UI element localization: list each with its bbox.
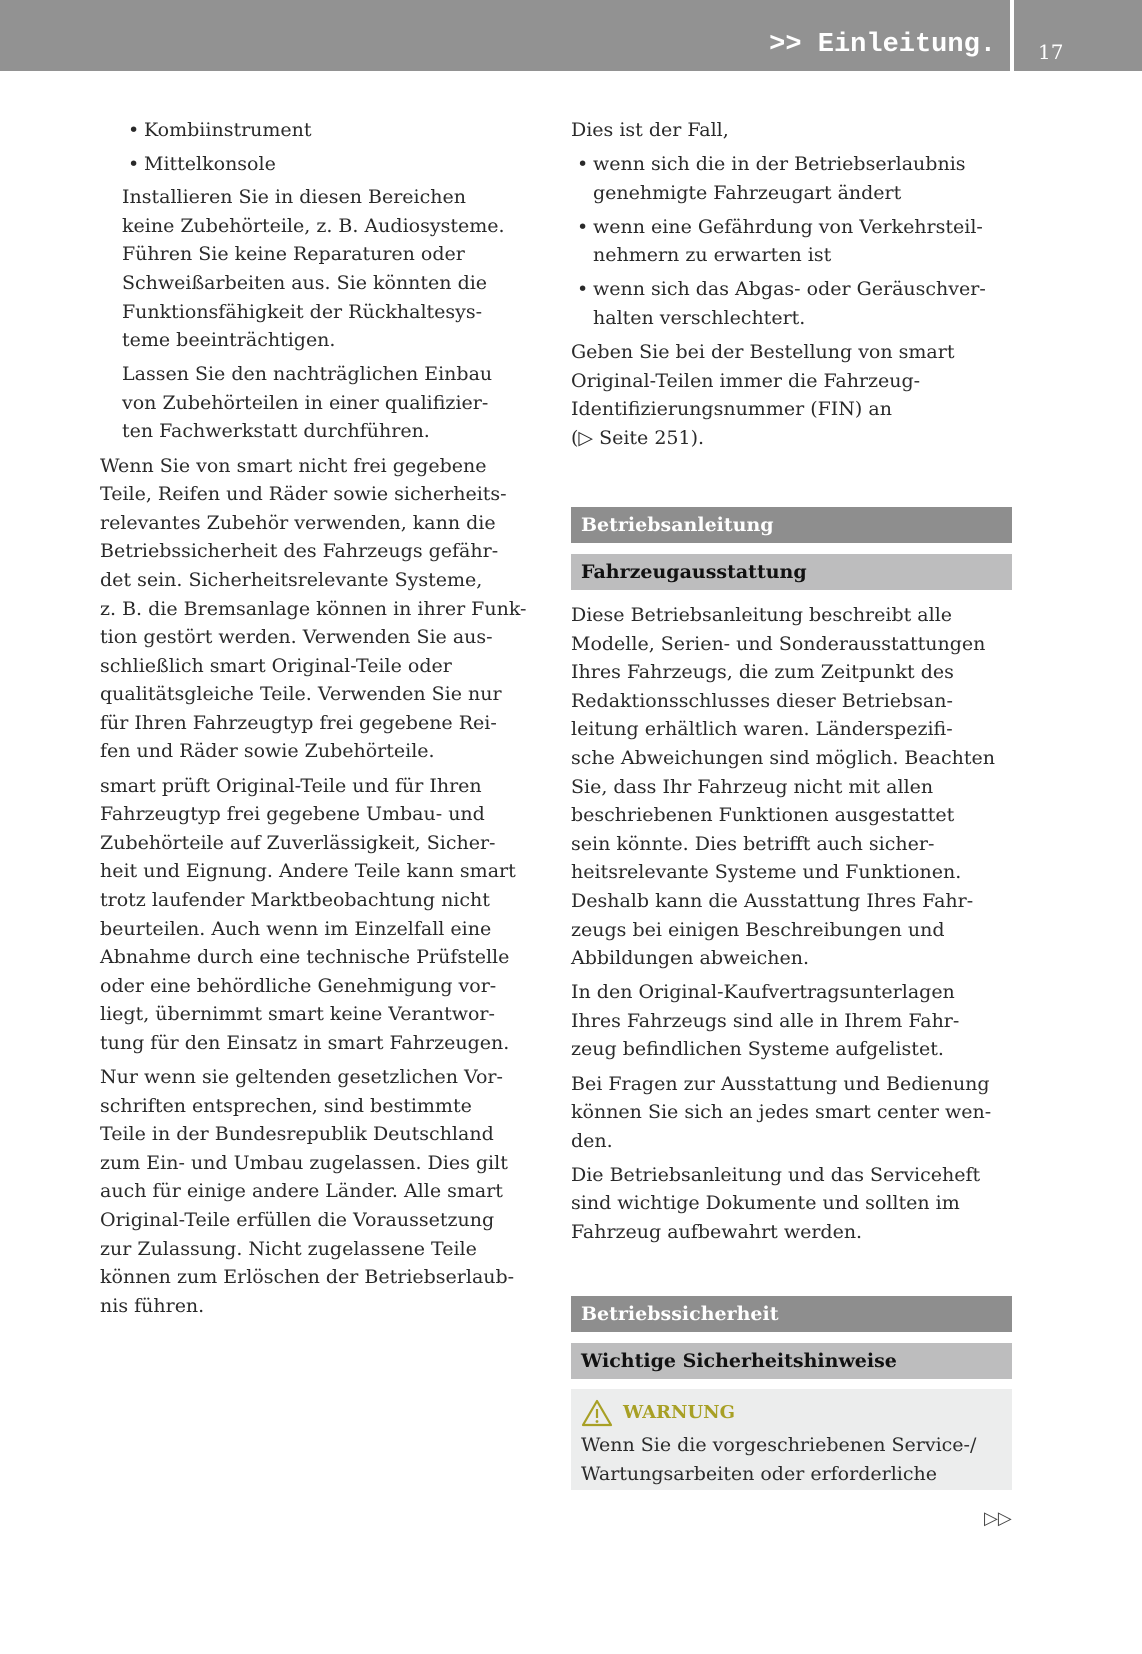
continue-icon: ▷▷: [984, 1508, 1012, 1529]
text-line: beurteilen. Auch wenn im Einzelfall eine: [100, 917, 492, 940]
text-line: relevantes Zubehör verwenden, kann die: [100, 511, 496, 534]
bullet-item: [571, 213, 1012, 270]
paragraph: [100, 183, 550, 355]
text-line: Original-Teile erfüllen die Voraussetzung: [100, 1208, 495, 1231]
bullet-item: [100, 150, 550, 179]
subsection-heading: Wichtige Sicherheitshinweise: [571, 1343, 1012, 1379]
text-line: • wenn eine Gefährdung von Verkehrsteil-: [593, 215, 983, 238]
paragraph: [571, 1161, 1012, 1247]
text-line: • Mittelkonsole: [144, 152, 276, 175]
page-number-box: [1014, 0, 1142, 71]
text-line: von Zubehörteilen in einer qualifizier-: [122, 391, 489, 414]
text-line: den.: [571, 1129, 613, 1152]
left-column: [100, 116, 550, 1326]
text-line: sein könnte. Dies betrifft auch sicher-: [571, 832, 935, 855]
text-line: Zubehörteile auf Zuverlässigkeit, Sicher-: [100, 831, 496, 854]
section-heading: Betriebssicherheit: [571, 1296, 1012, 1332]
text-line: tung für den Einsatz in smart Fahrzeugen.: [100, 1031, 510, 1054]
warning-text-line: Wartungsarbeiten oder erforderliche: [581, 1462, 937, 1485]
text-line: Fahrzeugtyp frei gegebene Umbau- und: [100, 803, 485, 826]
text-line: genehmigte Fahrzeugart ändert: [593, 181, 902, 204]
paragraph: [100, 452, 550, 767]
text-line: Original-Teilen immer die Fahrzeug-: [571, 369, 921, 392]
text-line: • Kombiinstrument: [144, 119, 312, 141]
text-line: Teile, Reifen und Räder sowie sicherheits-: [100, 483, 507, 506]
text-line: Diese Betriebsanleitung beschreibt alle: [571, 604, 953, 626]
text-line: nis führen.: [100, 1294, 205, 1317]
text-line: Schweißarbeiten aus. Sie könnten die: [122, 271, 488, 294]
text-line: • wenn sich das Abgas- oder Geräuschver-: [593, 278, 986, 301]
text-line: (▷ Seite 251).: [571, 426, 705, 449]
text-line: Teile in der Bundesrepublik Deutschland: [100, 1123, 494, 1146]
text-line: heit und Eignung. Andere Teile kann smart: [100, 860, 516, 883]
text-line: Bei Fragen zur Ausstattung und Bedienung: [571, 1072, 990, 1095]
right-column-middle: [571, 601, 1012, 1252]
text-line: ten Fachwerkstatt durchführen.: [122, 420, 430, 443]
text-line: Lassen Sie den nachträglichen Einbau: [122, 363, 493, 386]
bullet-item: [571, 275, 1012, 332]
text-line: keine Zubehörteile, z. B. Audiosysteme.: [122, 214, 505, 237]
text-line: Betriebssicherheit des Fahrzeugs gefähr-: [100, 540, 499, 563]
text-line: Sie, dass Ihr Fahrzeug nicht mit allen: [571, 775, 934, 798]
text-line: qualitätsgleiche Teile. Verwenden Sie nur: [100, 683, 502, 706]
text-line: oder eine behördliche Genehmigung vor-: [100, 974, 497, 997]
text-line: fen und Räder sowie Zubehörteile.: [100, 740, 435, 763]
text-line: • wenn sich die in der Betriebserlaubnis: [593, 153, 966, 176]
text-line: Fahrzeug aufbewahrt werden.: [571, 1220, 863, 1243]
subsection-heading: Fahrzeugausstattung: [571, 554, 1012, 590]
warning-label: WARNUNG: [623, 1401, 735, 1423]
text-line: Identifizierungsnummer (FIN) an: [571, 398, 892, 421]
text-line: können zum Erlöschen der Betriebserlaub-: [100, 1266, 515, 1289]
paragraph: [571, 116, 1012, 145]
text-line: Ihres Fahrzeugs, die zum Zeitpunkt des: [571, 661, 954, 684]
bullet-item: [571, 150, 1012, 207]
text-line: schriften entsprechen, sind bestimmte: [100, 1094, 472, 1117]
text-line: Ihres Fahrzeugs sind alle in Ihrem Fahr-: [571, 1009, 960, 1032]
bullet-item: [100, 116, 550, 145]
text-line: tion gestört werden. Verwenden Sie aus-: [100, 626, 493, 649]
text-line: det sein. Sicherheitsrelevante Systeme,: [100, 568, 483, 591]
text-line: Funktionsfähigkeit der Rückhaltesys-: [122, 300, 483, 323]
text-line: leitung erhältlich waren. Länderspezifi-: [571, 718, 953, 741]
warning-triangle-icon: [581, 1399, 613, 1427]
text-line: Modelle, Serien- und Sonderausstattungen: [571, 632, 986, 655]
text-line: sind wichtige Dokumente und sollten im: [571, 1192, 960, 1215]
text-line: Nur wenn sie geltenden gesetzlichen Vor-: [100, 1066, 503, 1088]
paragraph: [100, 772, 550, 1058]
chapter-title: >> Einleitung.: [769, 30, 996, 60]
text-line: liegt, übernimmt smart keine Verantwor-: [100, 1003, 495, 1026]
text-line: z. B. die Bremsanlage können in ihrer Funk-: [100, 597, 527, 620]
text-line: Geben Sie bei der Bestellung von smart: [571, 341, 955, 364]
text-line: Dies ist der Fall,: [571, 119, 729, 141]
paragraph: [100, 360, 550, 446]
text-line: smart prüft Original-Teile und für Ihren: [100, 774, 482, 797]
paragraph: [571, 978, 1012, 1064]
text-line: halten verschlechtert.: [593, 307, 806, 330]
paragraph: [571, 1070, 1012, 1156]
right-column-top: [571, 116, 1012, 458]
text-line: Die Betriebsanleitung und das Serviceheft: [571, 1163, 981, 1186]
text-line: zeugs bei einigen Beschreibungen und: [571, 918, 945, 941]
text-line: trotz laufender Marktbeobachtung nicht: [100, 888, 490, 911]
text-line: beschriebenen Funktionen ausgestattet: [571, 804, 955, 827]
paragraph: [571, 338, 1012, 452]
text-line: zur Zulassung. Nicht zugelassene Teile: [100, 1237, 477, 1260]
paragraph: [100, 1063, 550, 1320]
text-line: sche Abweichungen sind möglich. Beachten: [571, 746, 995, 769]
text-line: Abnahme durch eine technische Prüfstelle: [100, 946, 510, 969]
text-line: Installieren Sie in diesen Bereichen: [122, 186, 466, 209]
text-line: zeug befindlichen Systeme aufgelistet.: [571, 1038, 944, 1061]
header-bar: [0, 0, 1010, 71]
text-line: Wenn Sie von smart nicht frei gegebene: [100, 454, 487, 477]
section-heading: Betriebsanleitung: [571, 507, 1012, 543]
text-line: Führen Sie keine Reparaturen oder: [122, 243, 465, 266]
warning-text-line: Wenn Sie die vorgeschriebenen Service-/: [581, 1434, 977, 1456]
text-line: Redaktionsschlusses dieser Betriebsan-: [571, 689, 953, 712]
paragraph: [571, 601, 1012, 973]
text-line: schließlich smart Original-Teile oder: [100, 654, 452, 677]
text-line: Deshalb kann die Ausstattung Ihres Fahr-: [571, 889, 974, 912]
warning-box: [571, 1389, 1012, 1490]
text-line: zum Ein- und Umbau zugelassen. Dies gilt: [100, 1151, 508, 1174]
text-line: heitsrelevante Systeme und Funktionen.: [571, 861, 962, 884]
text-line: teme beeinträchtigen.: [122, 329, 336, 352]
text-line: auch für einige andere Länder. Alle smart: [100, 1180, 503, 1203]
page-number: 17: [1038, 40, 1064, 64]
text-line: In den Original-Kaufvertragsunterlagen: [571, 981, 955, 1004]
text-line: Abbildungen abweichen.: [571, 947, 809, 970]
text-line: können Sie sich an jedes smart center wen-: [571, 1101, 992, 1124]
text-line: für Ihren Fahrzeugtyp frei gegebene Rei-: [100, 711, 497, 734]
text-line: nehmern zu erwarten ist: [593, 244, 832, 267]
